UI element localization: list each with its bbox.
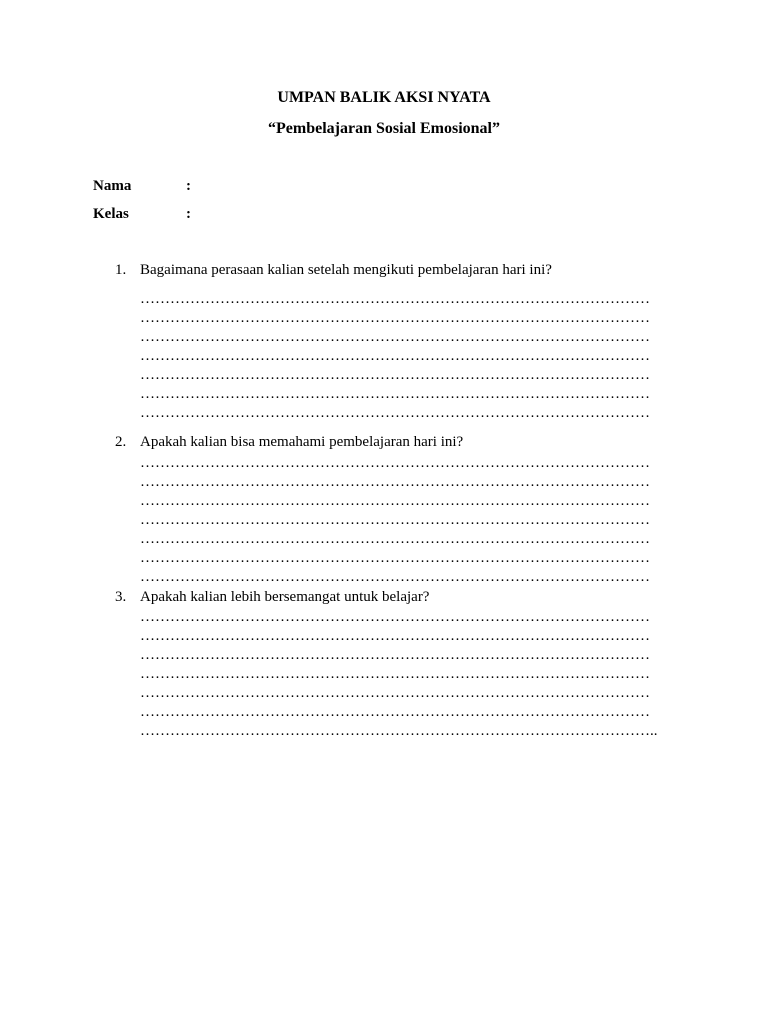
field-label-nama: Nama [93, 178, 132, 194]
answer-line: ………………………………………………………………………………………… [140, 474, 650, 490]
answer-line: ………………………………………………………………………………………… [140, 628, 650, 644]
answer-line: ………………………………………………………………………………………… [140, 405, 650, 421]
field-colon-kelas: : [186, 206, 191, 222]
answer-line: ………………………………………………………………………………………… [140, 348, 650, 364]
answer-line: ………………………………………………………………………………………… [140, 609, 650, 625]
answer-line: ………………………………………………………………………………………… [140, 493, 650, 509]
answer-line: ………………………………………………………………………………………… [140, 310, 650, 326]
field-colon-nama: : [186, 178, 191, 194]
question-3-text: Apakah kalian lebih bersemangat untuk belajar? [140, 589, 430, 605]
question-3-number: 3. [115, 589, 127, 605]
answer-line-last: ………………………………………………………………………………………….. [140, 723, 658, 739]
question-1-number: 1. [115, 262, 127, 278]
answer-line: ………………………………………………………………………………………… [140, 455, 650, 471]
answer-line: ………………………………………………………………………………………… [140, 569, 650, 585]
answer-line: ………………………………………………………………………………………… [140, 512, 650, 528]
document-subtitle: “Pembelajaran Sosial Emosional” [267, 120, 500, 137]
question-2-number: 2. [115, 434, 127, 450]
question-1-text: Bagaimana perasaan kalian setelah mengikuti pembelajaran hari ini? [140, 262, 552, 278]
answer-line: ………………………………………………………………………………………… [140, 329, 650, 345]
answer-line: ………………………………………………………………………………………… [140, 685, 650, 701]
answer-line: ………………………………………………………………………………………… [140, 704, 650, 720]
document-title: UMPAN BALIK AKSI NYATA [277, 89, 491, 106]
answer-line: ………………………………………………………………………………………… [140, 291, 650, 307]
answer-line: ………………………………………………………………………………………… [140, 386, 650, 402]
field-label-kelas: Kelas [93, 206, 129, 222]
question-2-text: Apakah kalian bisa memahami pembelajaran hari ini? [140, 434, 464, 450]
answer-line: ………………………………………………………………………………………… [140, 647, 650, 663]
answer-line: ………………………………………………………………………………………… [140, 666, 650, 682]
answer-line: ………………………………………………………………………………………… [140, 531, 650, 547]
answer-line: ………………………………………………………………………………………… [140, 550, 650, 566]
answer-line: ………………………………………………………………………………………… [140, 367, 650, 383]
